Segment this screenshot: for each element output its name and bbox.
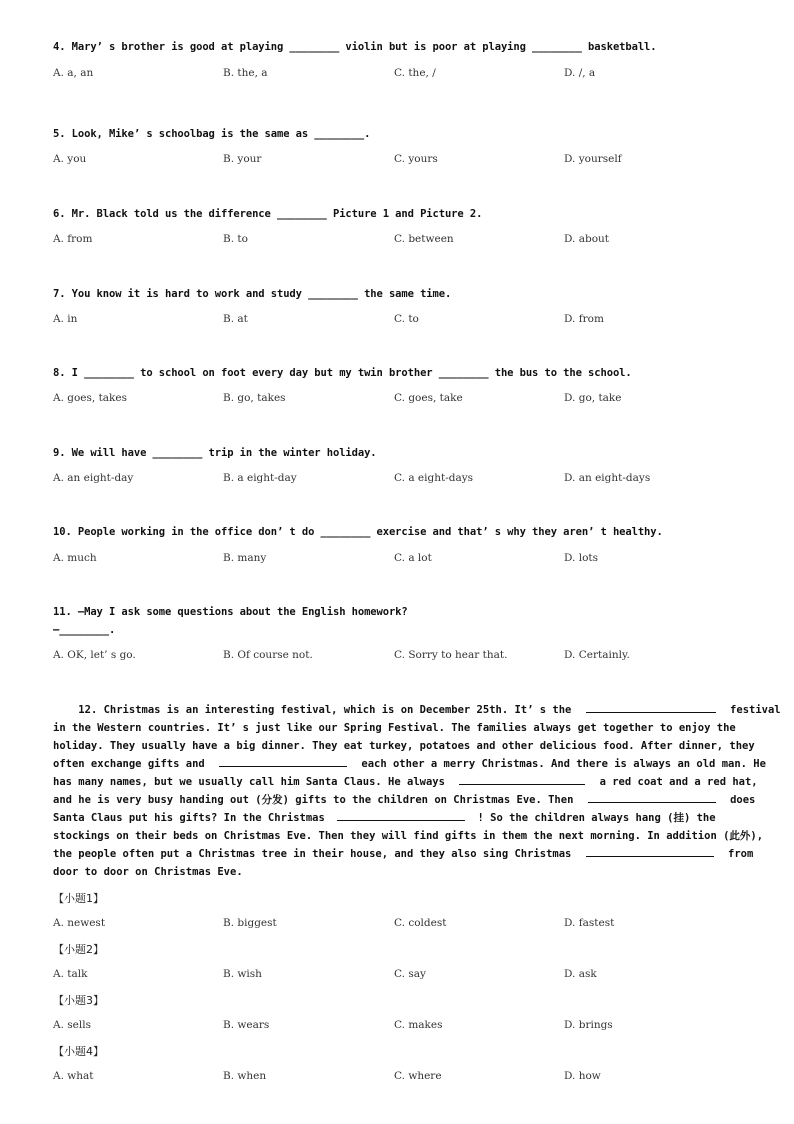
question-9-options [53,472,753,488]
subquestion-1-label: 【小题1】 [53,892,104,905]
option-d: D. go, take [564,392,622,404]
passage-line: 12. Christmas is an interesting festival, which is on December 25th. It’ s the festival [78,704,781,716]
option-a: A. in [53,313,78,325]
passage-line: has many names, but we usually call him Santa Claus. He always a red coat and a red hat, [53,776,758,788]
question-8-options [53,392,753,408]
question-7-options [53,313,753,329]
option-d: D. ask [564,968,597,980]
option-b: B. many [223,552,267,564]
question-9-stem: 9. We will have ________ trip in the winter holiday. [53,447,377,459]
question-8-stem: 8. I ________ to school on foot every day but my twin brother ________ the bus to the school. [53,367,632,379]
subquestion-2-label: 【小题2】 [53,943,104,956]
subquestion-4-label: 【小题4】 [53,1045,104,1058]
option-d: D. fastest [564,917,615,929]
question-6-stem: 6. Mr. Black told us the difference ________ Picture 1 and Picture 2. [53,208,483,220]
option-b: B. your [223,153,262,165]
option-c: C. the, / [394,67,436,79]
subquestion-4-options [53,1070,753,1086]
blank-5[interactable] [337,810,465,821]
passage-line: often exchange gifts and each other a merry Christmas. And there is always an old man. He [53,758,766,770]
option-a: A. sells [53,1019,91,1031]
option-b: B. wears [223,1019,270,1031]
option-b: B. Of course not. [223,649,313,661]
option-b: B. when [223,1070,267,1082]
subquestion-1-options [53,917,753,933]
option-b: B. go, takes [223,392,286,404]
option-c: C. yours [394,153,438,165]
question-10-options [53,552,753,568]
option-d: D. Certainly. [564,649,630,661]
question-5-options [53,153,753,169]
option-a: A. goes, takes [53,392,128,404]
option-a: A. from [53,233,93,245]
question-11-response: —________. [53,624,116,636]
option-a: A. much [53,552,97,564]
passage-line: and he is very busy handing out (分发) gifts to the children on Christmas Eve. Then does [53,794,756,806]
option-a: A. talk [53,968,88,980]
option-c: C. where [394,1070,442,1082]
blank-3[interactable] [459,774,585,785]
option-c: C. a eight-days [394,472,474,484]
blank-1[interactable] [586,702,716,713]
option-c: C. makes [394,1019,443,1031]
blank-2[interactable] [219,756,347,767]
option-b: B. a eight-day [223,472,297,484]
passage-line: the people often put a Christmas tree in their house, and they also sing Christmas from [53,848,754,860]
option-d: D. /, a [564,67,596,79]
option-c: C. between [394,233,454,245]
option-c: C. goes, take [394,392,463,404]
option-d: D. from [564,313,604,325]
subquestion-3-label: 【小题3】 [53,994,104,1007]
question-11-options [53,649,753,665]
option-a: A. you [53,153,87,165]
question-11-stem: 11. —May I ask some questions about the English homework? [53,606,408,618]
option-c: C. to [394,313,419,325]
question-6-options [53,233,753,249]
option-d: D. yourself [564,153,622,165]
option-b: B. wish [223,968,262,980]
question-10-stem: 10. People working in the office don’ t do ________ exercise and that’ s why they aren’ t healthy. [53,526,663,538]
option-a: A. OK, let’ s go. [53,649,136,661]
cloze-passage [53,701,781,881]
option-d: D. brings [564,1019,613,1031]
option-b: B. to [223,233,248,245]
option-d: D. lots [564,552,599,564]
option-a: A. a, an [53,67,94,79]
option-b: B. the, a [223,67,268,79]
passage-line: in the Western countries. It’ s just like our Spring Festival. The families always get together to enjoy the [53,722,736,734]
passage-line: door to door on Christmas Eve. [53,866,243,878]
option-b: B. biggest [223,917,277,929]
question-7-stem: 7. You know it is hard to work and study ________ the same time. [53,288,452,300]
option-c: C. say [394,968,426,980]
option-d: D. about [564,233,610,245]
blank-4[interactable] [588,792,716,803]
option-a: A. what [53,1070,94,1082]
option-b: B. at [223,313,248,325]
option-a: A. newest [53,917,106,929]
option-d: D. an eight-days [564,472,651,484]
subquestion-2-options [53,968,753,984]
option-c: C. Sorry to hear that. [394,649,508,661]
passage-line: holiday. They usually have a big dinner. They eat turkey, potatoes and other delicious food. After dinner, they [53,740,755,752]
passage-line: Santa Claus put his gifts? In the Christmas ! So the children always hang (挂) the [53,812,716,824]
option-a: A. an eight-day [53,472,134,484]
subquestion-3-options [53,1019,753,1035]
question-5-stem: 5. Look, Mike’ s schoolbag is the same as ________. [53,128,371,140]
question-4-stem: 4. Mary’ s brother is good at playing ________ violin but is poor at playing ________ basketball. [53,41,657,53]
option-d: D. how [564,1070,601,1082]
blank-6[interactable] [586,846,714,857]
question-4-options [53,67,753,83]
option-c: C. coldest [394,917,447,929]
option-c: C. a lot [394,552,432,564]
passage-line: stockings on their beds on Christmas Eve. Then they will find gifts in them the next morning. In addition (此外), [53,830,764,842]
